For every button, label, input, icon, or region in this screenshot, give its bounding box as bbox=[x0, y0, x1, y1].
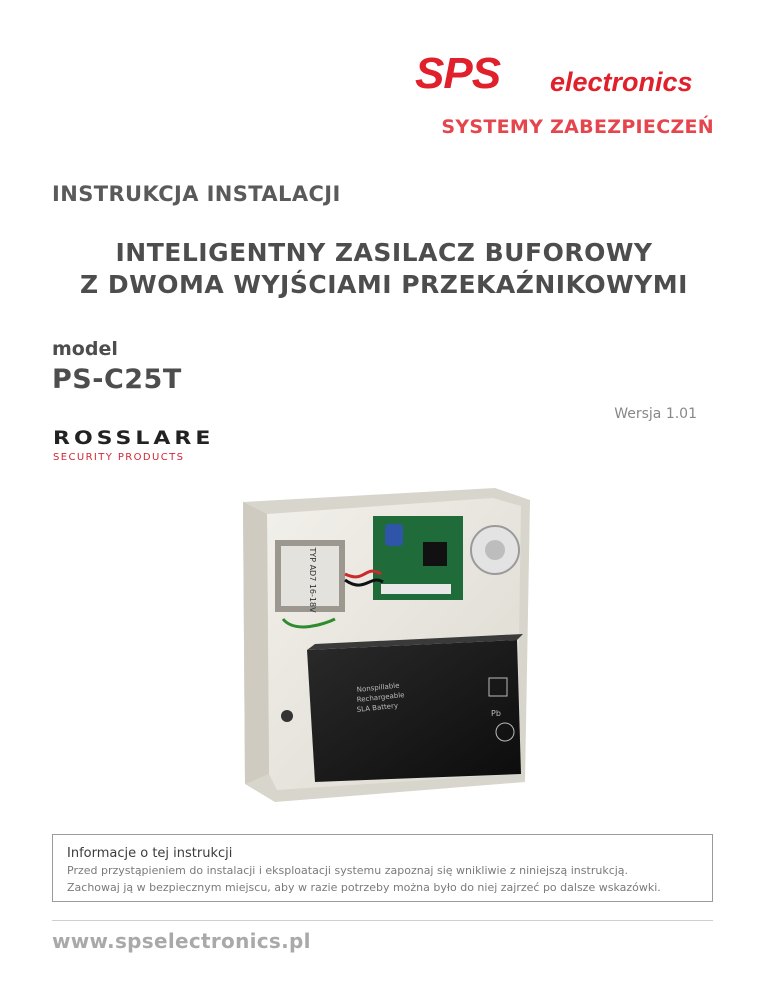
battery-label-2: Rechargeable bbox=[356, 691, 405, 704]
battery bbox=[307, 640, 521, 782]
rosslare-logo bbox=[53, 428, 241, 468]
battery-label-1: Nonspillable bbox=[356, 681, 400, 694]
title-line-1: INTELIGENTNY ZASILACZ BUFOROWY bbox=[115, 238, 653, 267]
document-title bbox=[0, 237, 768, 301]
rosslare-logo-name: ROSSLARE bbox=[53, 428, 215, 450]
model-label: model bbox=[52, 338, 118, 360]
sps-logo bbox=[415, 49, 715, 103]
info-box-line-1: Przed przystąpieniem do instalacji i eksploatacji systemu zapoznaj się wnikliwie z niniejszą instrukcją. bbox=[67, 864, 629, 877]
title-line-2: Z DWOMA WYJŚCIAMI PRZEKAŹNIKOWYMI bbox=[80, 270, 688, 299]
info-box-line-2: Zachowaj ją w bezpiecznym miejscu, aby w razie potrzeby można było do niej zajrzeć po dalsze wskazówki. bbox=[67, 881, 661, 894]
enclosure-left-wall bbox=[243, 502, 269, 784]
battery-label-3: SLA Battery bbox=[356, 701, 399, 714]
screw-icon bbox=[281, 710, 293, 722]
info-box bbox=[52, 834, 713, 902]
product-photo bbox=[225, 484, 550, 804]
capacitor bbox=[385, 524, 403, 546]
rosslare-logo-subtitle: SECURITY PRODUCTS bbox=[53, 452, 185, 463]
sps-logo-sub: electronics bbox=[550, 67, 693, 97]
version-label: Wersja 1.01 bbox=[614, 406, 697, 422]
relay bbox=[423, 542, 447, 566]
sps-logo-main: SPS bbox=[415, 49, 501, 98]
transformer-label: TYP AD7 16-18V bbox=[308, 547, 317, 613]
battery-mark: Pb bbox=[491, 709, 501, 718]
tamper-switch-core bbox=[485, 540, 505, 560]
terminal-strip bbox=[381, 584, 451, 594]
website-link[interactable]: www.spselectronics.pl bbox=[52, 929, 311, 953]
brand-tagline: SYSTEMY ZABEZPIECZEŃ bbox=[441, 116, 714, 138]
model-name: PS-C25T bbox=[52, 364, 182, 395]
info-box-title: Informacje o tej instrukcji bbox=[67, 846, 233, 861]
footer-divider bbox=[52, 920, 713, 921]
document-type: INSTRUKCJA INSTALACJI bbox=[52, 182, 341, 206]
